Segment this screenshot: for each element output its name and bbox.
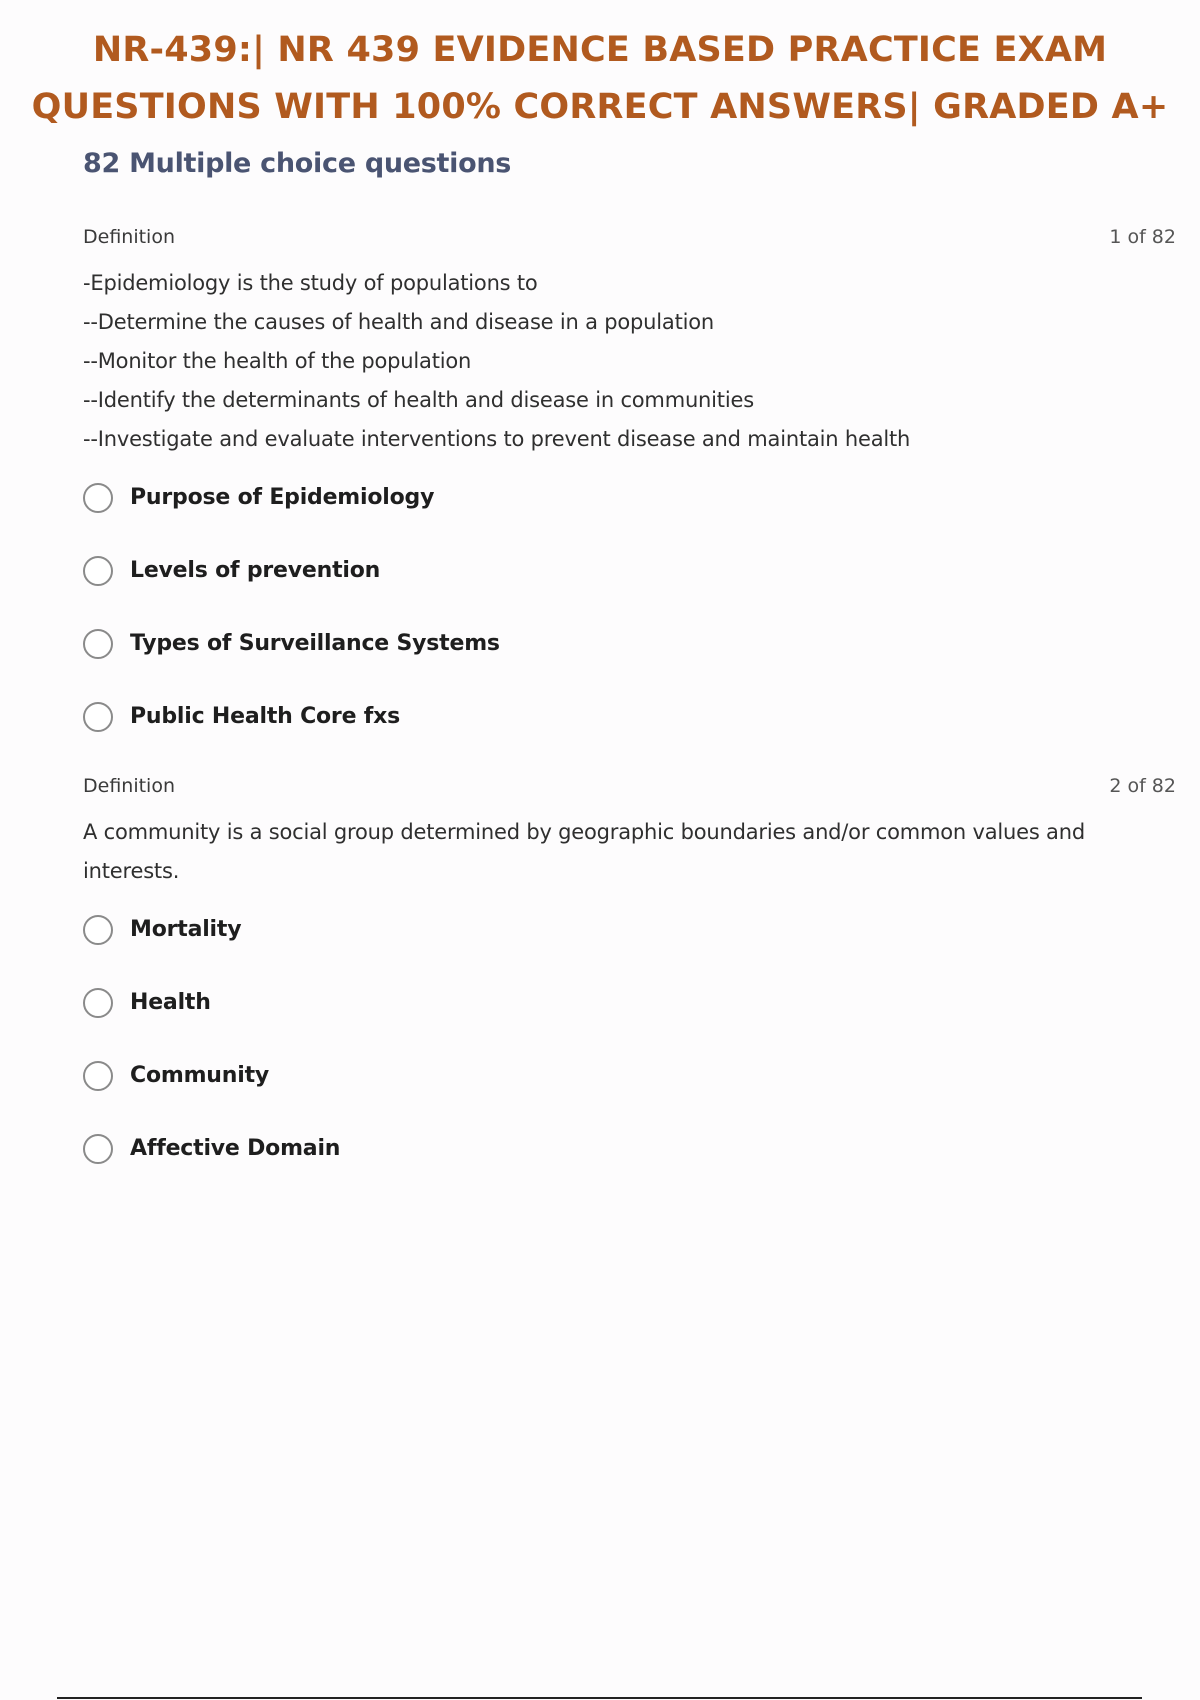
radio-button[interactable] bbox=[83, 988, 113, 1018]
answer-option-label: Public Health Core fxs bbox=[130, 704, 401, 729]
answer-option[interactable] bbox=[83, 1132, 1176, 1205]
question-type-label: Definition bbox=[83, 775, 176, 797]
question-card-2 bbox=[83, 775, 1176, 1205]
question-counter: 1 of 82 bbox=[1109, 226, 1176, 248]
radio-button[interactable] bbox=[83, 556, 113, 586]
question-counter: 2 of 82 bbox=[1109, 775, 1176, 797]
answer-option[interactable] bbox=[83, 986, 1176, 1059]
question-header bbox=[83, 226, 1176, 256]
question-text-line: --Investigate and evaluate interventions to prevent disease and maintain health bbox=[83, 427, 911, 451]
question-text-line: --Monitor the health of the population bbox=[83, 349, 472, 373]
answer-option[interactable] bbox=[83, 627, 1176, 700]
answer-option[interactable] bbox=[83, 700, 1176, 773]
radio-button[interactable] bbox=[83, 702, 113, 732]
document-title bbox=[0, 22, 1200, 136]
document-title-line-2: QUESTIONS WITH 100% CORRECT ANSWERS| GRADED A+ bbox=[31, 87, 1169, 127]
answer-option-label: Levels of prevention bbox=[130, 558, 381, 583]
answer-option-label: Affective Domain bbox=[130, 1136, 341, 1161]
question-set-heading: 82 Multiple choice questions bbox=[83, 148, 512, 179]
radio-button[interactable] bbox=[83, 1134, 113, 1164]
footer-divider bbox=[57, 1697, 1142, 1699]
question-header bbox=[83, 775, 1176, 805]
document-title-line-1: NR-439:| NR 439 EVIDENCE BASED PRACTICE EXAM bbox=[92, 30, 1108, 70]
answer-option[interactable] bbox=[83, 913, 1176, 986]
radio-button[interactable] bbox=[83, 915, 113, 945]
question-text bbox=[83, 264, 1176, 459]
answer-option[interactable] bbox=[83, 481, 1176, 554]
answer-option-label: Mortality bbox=[130, 917, 242, 942]
answer-option-label: Health bbox=[130, 990, 211, 1015]
answer-option-label: Community bbox=[130, 1063, 270, 1088]
answer-option-label: Purpose of Epidemiology bbox=[130, 485, 435, 510]
radio-button[interactable] bbox=[83, 629, 113, 659]
answer-options bbox=[83, 913, 1176, 1205]
radio-button[interactable] bbox=[83, 1061, 113, 1091]
question-type-label: Definition bbox=[83, 226, 176, 248]
radio-button[interactable] bbox=[83, 483, 113, 513]
answer-options bbox=[83, 481, 1176, 773]
question-text-line: --Determine the causes of health and disease in a population bbox=[83, 310, 714, 334]
answer-option[interactable] bbox=[83, 554, 1176, 627]
answer-option-label: Types of Surveillance Systems bbox=[130, 631, 500, 656]
question-text-line: -Epidemiology is the study of populations to bbox=[83, 271, 538, 295]
answer-option[interactable] bbox=[83, 1059, 1176, 1132]
question-text-line: --Identify the determinants of health and disease in communities bbox=[83, 388, 754, 412]
question-text-paragraph: A community is a social group determined by geographic boundaries and/or common values and interests. bbox=[83, 820, 1085, 883]
question-card-1 bbox=[83, 226, 1176, 773]
question-text bbox=[83, 813, 1176, 891]
